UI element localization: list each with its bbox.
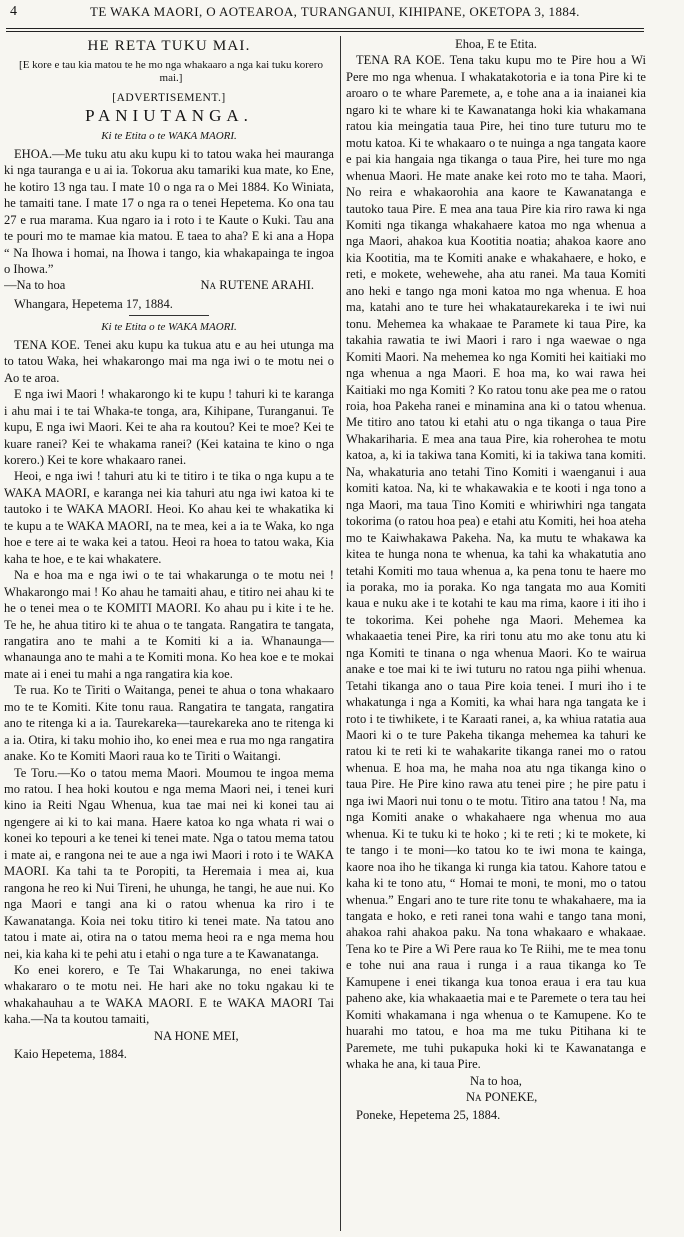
right-salutation: Ehoa, E te Etita.: [455, 37, 537, 51]
letter1-closing-text: —Na to hoa: [4, 278, 66, 293]
header-rule: [6, 28, 644, 29]
section-headline: HE RETA TUKU MAI.: [87, 38, 251, 54]
letter2-paragraph: TENA KOE. Tenei aku kupu ka tukua atu e au hei utunga ma to tatou Waka, hei whakarongo mai ma nga iwi o te motu nei o Ao te aroa.: [4, 337, 334, 385]
letter2-signature: NA HONE MEI,: [154, 1028, 239, 1043]
letter2-paragraph: Heoi, e nga iwi ! tahuri atu ki te titiro i te tika o nga kupu a te WAKA MAORI, e karanga nei kia tahuri atu nga iwi katoa ki te tautoko i te WAKA MAORI. Heoi. Ko ahau kei te whakatika ki te kupu a te WAKA MAORI, na te mea, kei a ia te Waka, ko nga hoe e tere ai te waka kei a tatou. Heoi ra hoea to tatou waka, Kia kaha te hoe, e te kai whakatere.: [4, 469, 334, 566]
letter1-body: EHOA.—Me tuku atu aku kupu ki to tatou waka hei mauranga ki nga tauranga e u ai ia. Tokorua aku tamariki kua mate, ko Ene, he kotiro 13 nga tau. I mate 10 o nga ra o Mei 1884. Ko Winiata, he tamaiti tane. I mate 17 o nga ra o tenei Hepetema. Ko ona tau 27 e rua marama. Kua ngaro ia i roto i te Kaute o Kuki. Tau ana te pouri mo te mamae kia matou. E taea to aha? E ki ana a Hopa “ Na Ihowa i homai, na Ihowa i tango, kia whakapainga te ingoa o Ihowa.”: [4, 146, 334, 276]
editor-note: [E kore e tau kia matou te he mo nga whakaaro a nga kai tuku korero mai.]: [19, 59, 323, 85]
letter2-paragraph: E nga iwi Maori ! whakarongo ki te kupu ! tahuri ki te karanga i ahu mai i te tai Whaka-te tonga, ara, Kihipane, Turanganui. Te kupu, E nga iwi Maori. Kei te aha ra koutou? Kei te moe? Kei te kuare ranei? Kei te whakama ranei? (Kei kataina te kino o nga korero.) Kei te kore whakaaro ranei.: [4, 387, 334, 467]
letter-divider: [129, 315, 209, 316]
right-closing: Na to hoa,: [470, 1073, 522, 1088]
notices-heading: PANIUTANGA.: [85, 105, 253, 125]
right-signature: Na PONEKE,: [466, 1090, 538, 1104]
page-header: [0, 0, 684, 32]
page-number: 4: [10, 4, 17, 19]
letter2-paragraph: Ko enei korero, e Te Tai Whakarunga, no enei takiwa whakararo o te motu nei. He hari ake no toku ngakau ki te whakahauhau a te WAKA MAORI. E te WAKA MAORI Tai kaha.—Na ta koutou tamaiti,: [4, 963, 334, 1027]
advertisement-label: [ADVERTISEMENT.]: [112, 92, 226, 105]
right-place-date: Poneke, Hepetema 25, 1884.: [356, 1108, 501, 1123]
letter2-paragraph: Te rua. Ko te Tiriti o Waitanga, penei te ahua o tona whakaaro mo te te Komiti. Kite tonu raua. Rangatira te tangata, rangatira ano te ritenga ki a ia. Taurekareka—taurekareka ano te ritenga ki a ia. Otira, ki taku mohio iho, ko enei mea e rua mo nga rangatira anake. Ko te Komiti Maori raua ko te Tiriti o Waitangi.: [4, 683, 334, 764]
letter2-addressee: Ki te Etita o te WAKA MAORI.: [101, 321, 237, 334]
letter1-addressee: Ki te Etita o te WAKA MAORI.: [101, 130, 237, 143]
column-divider: [340, 36, 341, 1231]
letter2-paragraph: Te Toru.—Ko o tatou mema Maori. Moumou te ingoa mema mo ratou. I hea hoki koutou e nga mema Maori nei, i tenei kuri kino ia Reiti Ngau Whenua, kua tae mai nei ki konei tau ai ngengere ai ki to kai mana. Haere katoa ko nga whata ri wai o konei ko tepouri a ke tenei ki tenei mate. Nga o tatou mema tatou i mate ai, e rangona nei te aue a nga iwi Maori i roto i te WAKA MAORI. Ka tahi ta te Poropiti, ta Heremaia i mea ai, kua rangona he reo ki Nui Tireni, he uhunga, he tangi, he aue nui. Ko nga Maori e tangi ana ki o ratou whenua ka riro i te Kawanatanga. Koia nei toku titiro ki tenei mate. Na tatou ano tatou i mate ai, otira na o tatou mema heoi ra e nga mema hou nei, kia kaha ki te pehi atu i etahi o nga ture a te Kawanatanga.: [4, 765, 334, 961]
right-letter-body: TENA RA KOE. Tena taku kupu mo te Pire hou a Wi Pere mo nga whenua. I whakatakotoria e ia tona Pire ki te aroaro o te whare Paremete, a, e tohe ana a ia inaianei kia ngaro ki te whare ki te Kawanatanga hoki kia whakamana ratou kia meingatia taua Pire, hei tino ture tuturu mo te motu katoa. Ki te whakaaro o te nuinga a nga tangata kaore e pai kia hangaia nga tikanga o taua Pire, hei ture mo nga whenua Maori. He mate anake kei roto mo te taha. Maori, No reira e whakaorohia ana kaore te Kawanatanga e tautoko taua Pire. E mea ana taua Pire kia riro rawa ki nga Komiti nga tikanga whakahaere katoa mo nga whenua a nga Maori, ahakoa kua Kootitia noatia; ahakoa kaore ano kia Kootitia, ma te Komiti anake e whakahaere, e hoko, e reti, e mokete, wehewehe, aha atu ranei. Ma taua Komiti ano heki e tango nga moni katoa mo nga whenua. E hoa ma, katahi ano te ture hei whakataurekareka i te iwi nui tonu. Mehemea ka whakaae te Paramete ki taua Pire, ka takahia rawatia te iwi Maori i raro i nga waewae o nga Komiti Maori. Na mehemea ko nga Komiti hei kaitiaki mo nga whenua a nga Maori. E hoa ma, ko wai rawa hei Kaitiaki mo nga Komiti ? Ko ratou tonu ake pea me o ratou roia, hoa Pakeha ranei e minamina ana ki o tatou whenua. Me titiro ano tatou ki etahi atu o nga tikanga o taua Pire Whakariharia. E mea ana taua Pire, kia roherohea te motu katoa, a, ki ia takiwa tana Komiti, ki ia takiwa tana komiti. Na, whakaturia ano tetahi Tino Komiti i waenganui i aua komiti katoa. Na, ki te whakawakia e te kooti i nga tono a nga Maori, ma taua Tino Komiti e whiriwhiri nga tangata tokorima (o ratou hoa pea) e etahi atu Komiti, hei hoa ateha mo te Kaiwhakawa Pakeha. Na, ka mutu te whakawa ka kitea te hunga nona te whenua, ka tahi ka whakatutia ano tetahi Komiti mo taua whenua a, ka pena tonu te haere mo ia poraka, mo ia poraka. Ko nga tangata mo aua Komiti kaua e nuku ake i te kotahi te kau ma rima, kaore i iti iho i te tokorima. Kei pohehe nga Maori. Mehemea ka whakaaetia tenei Pire, ka riri tonu atu mo ake tonu atu ki nga Komiti te tinana o nga whenua Maori. Ko te wairua anake e toe mai ki te iwi tuturu no ratou nga piihi whenua. Tetahi tikanga ano o taua Pire koia tenei. I muri iho i te whakatunga i nga a Komiti, ka whai hara nga tangata ke i roto i te tiwhikete, i te Karaati ranei, a, ka whiua ratatia aua Maori ki o te ture Pakeha tikanga mehemea ka tahuri ke ratou ki te reti ki te wahakarite tikanga ranei mo o ratou whenua. E hoa ma, he maha noa atu nga tikanga kino o taua Pire. He Pire kino rawa atu tenei pire ; he pire patu i nga iwi Maori nui tonu o te motu. Titiro ana tatou ! Na, ma nga Komiti anake o whakahaere nga whenua mo aua whenua. Ki te tuku ki te hoko ; ki te reti ; ki te mokete, ki te tango i te moni—ko tatou ko te iwi mona te kainga, kaore noa iho he tikanga ki runga kia tatou. Kahore tatou e kaha ki te tono atu, “ Homai te moni, te moni, mo o tatou whenua.” Engari ano te ture rite tonu te whakahaere, ma ia tangata e hoko, e reti ranei tona wahi e tango tana moni, ahakoa rahi ahakoa paku. Na tona whakaaro e whakaae. Tena ko te Pire a Wi Pere raua ko Te Riihi, me te mea tonu e tohe nui ana raua i runga i a raua tikanga ko Te Kamupene i enei tikanga kua tonoa eraua i era tau kua paheno ake, kia whakaaetia mai e te Paremete o tera tau hei Komiti whakamana i nga whenua o te Kamupene. Ko te huarahi mo tatou, e hoa ma me tuku Pitihana ki te Paremete, me tuhi pukapuka hoki ki te Kawanatanga e whaka he ana, ki taua Pire.: [346, 53, 646, 1072]
header-rule-double: [6, 31, 644, 32]
right-column: [346, 36, 646, 1234]
letter2-place-date: Kaio Hepetema, 1884.: [14, 1047, 127, 1062]
letter2-paragraph: Na e hoa ma e nga iwi o te tai whakarunga o te motu nei ! Whakarongo mai ! Ko ahau he tamaiti ahau, e titiro nei ahau ki te he o tenei mea o te KOMITI MAORI. Ko ahau pu i kite i te he. Te he, he ahua titiro ki te ahua o te tangata. Rangatira te tangata, rangatira ano te mahi a te Komiti ki a ia. Whanaunga—whanaunga ano te mahi a te Komiti mona. Ko hea koe e te mokai mate ai i enei tu mahi a nga rangatira kia koe.: [4, 568, 334, 681]
letter1-closing: [4, 277, 334, 293]
running-head: TE WAKA MAORI, O AOTEAROA, TURANGANUI, KIHIPANE, OKETOPA 3, 1884.: [90, 4, 580, 19]
letter1-place-date: Whangara, Hepetema 17, 1884.: [14, 296, 173, 311]
left-column: [4, 36, 334, 1234]
letter1-signature: Na RUTENE ARAHI.: [200, 278, 314, 293]
